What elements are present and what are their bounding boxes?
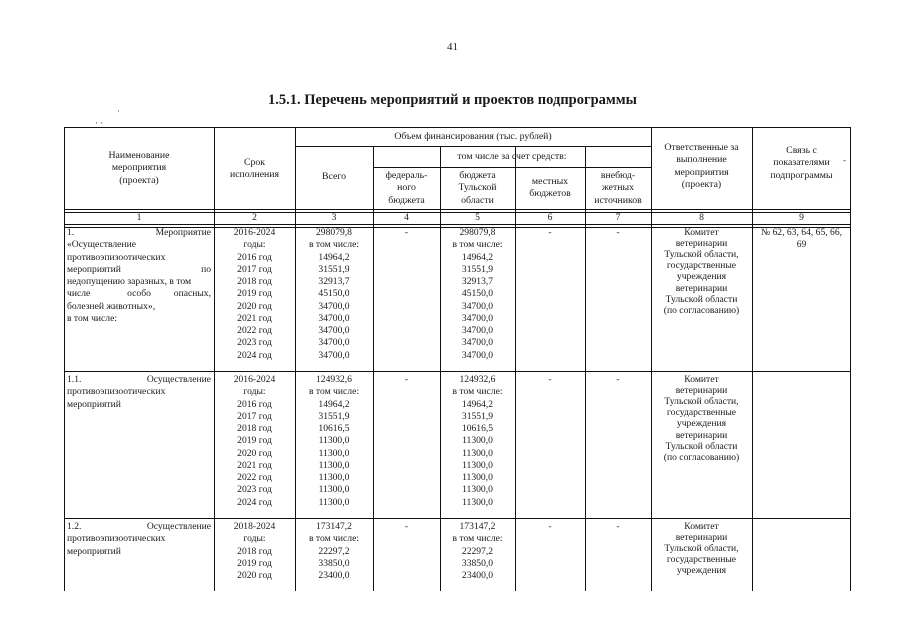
row-local: - (548, 521, 552, 532)
row-term: годы: (243, 533, 266, 545)
column-number: 9 (799, 212, 804, 223)
row-responsible: учреждения (676, 418, 727, 430)
row-responsible: государственные (666, 554, 737, 566)
scan-speck: · (117, 106, 120, 116)
row-regional: в том числе: (452, 533, 503, 545)
row-federal: - (404, 521, 409, 532)
column-number: 7 (615, 212, 621, 223)
row-term: 2020 год (237, 300, 272, 312)
column-number: 8 (699, 212, 704, 223)
row-term: годы: (243, 239, 266, 251)
row-term: 2017 год (237, 410, 272, 422)
row-name: 1.2. (67, 521, 82, 532)
row-responsible: Комитет (684, 227, 719, 238)
row-regional: в том числе: (452, 386, 503, 398)
row-responsible: государственные (666, 407, 737, 419)
row-local: - (548, 374, 552, 385)
header-federal: ного (397, 182, 416, 194)
row-total: 11300,0 (318, 496, 350, 508)
row-term: 2022 год (237, 472, 272, 483)
row-total: 173147,2 (316, 521, 352, 532)
row-term: 2024 год (237, 349, 272, 361)
header-including: том числе за счет средств: (457, 151, 567, 162)
header-total: Всего (321, 171, 347, 182)
row-border (64, 518, 851, 519)
header-rule (295, 146, 651, 147)
row-total: 23400,0 (318, 570, 350, 581)
row-term: 2018-2024 (233, 521, 276, 532)
row-name: Осуществление (146, 521, 211, 532)
row-name: 1. (67, 227, 75, 238)
row-regional: 34700,0 (461, 312, 494, 324)
row-regional: 34700,0 (461, 300, 494, 312)
row-regional: 11300,0 (462, 435, 493, 447)
header-name: (проекта) (119, 174, 159, 186)
row-regional: 14964,2 (461, 398, 494, 410)
row-border (64, 371, 851, 372)
header-term: Срок (243, 157, 266, 168)
header-extrabudget: жетных (602, 182, 634, 194)
row-responsible: Тульской области, (664, 543, 739, 555)
row-name: противоэпизоотических (67, 386, 166, 398)
row-term: 2016 год (237, 398, 272, 410)
row-total: 34700,0 (318, 349, 350, 361)
header-link: подпрограммы (770, 169, 833, 181)
row-total: в том числе: (308, 386, 359, 398)
row-regional: 22297,2 (461, 545, 494, 557)
column-number: 3 (331, 212, 337, 223)
scan-speck: · · (95, 118, 104, 128)
row-total: 14964,2 (318, 251, 350, 263)
column-border (850, 127, 851, 591)
row-term: годы: (243, 386, 266, 398)
row-term: 2018 год (237, 545, 272, 557)
row-regional: 31551,9 (461, 410, 494, 422)
row-responsible: (по согласованию) (663, 451, 740, 463)
row-total: 31551,9 (318, 263, 350, 275)
header-rule (64, 224, 851, 225)
header-name: мероприятия (111, 162, 167, 174)
row-name: противоэпизоотических (67, 251, 166, 263)
row-regional: 23400,0 (461, 570, 494, 581)
row-term: 2017 год (237, 263, 272, 275)
row-term: 2023 год (237, 337, 272, 349)
row-term: 2021 год (237, 459, 272, 471)
row-regional: 34700,0 (461, 337, 494, 349)
row-responsible: (по согласованию) (663, 304, 740, 316)
row-name: мероприятий (67, 263, 121, 275)
header-responsible: Ответственные за (664, 142, 739, 153)
header-link: Связь с (786, 145, 817, 156)
row-regional: 11300,0 (462, 496, 493, 508)
row-term: 2023 год (237, 484, 272, 496)
row-extrabudget: - (616, 521, 620, 532)
row-regional: 11300,0 (462, 459, 493, 471)
row-total: 11300,0 (318, 447, 350, 459)
row-total: 14964,2 (318, 398, 350, 410)
row-name: в том числе: (67, 312, 118, 324)
row-regional: 173147,2 (459, 521, 496, 532)
row-responsible: учреждения (676, 271, 727, 283)
row-total: 124932,6 (316, 374, 352, 385)
row-name: болезней животных», (67, 300, 156, 312)
row-term: 2022 год (237, 325, 272, 336)
header-regional: бюджета (459, 170, 496, 181)
row-term: 2018 год (237, 276, 272, 287)
row-total: 11300,0 (318, 459, 350, 471)
row-name: особо (127, 288, 151, 300)
row-responsible: ветеринарии (675, 532, 728, 544)
row-extrabudget: - (616, 227, 620, 238)
row-regional: 32913,7 (461, 276, 494, 287)
row-responsible: Тульской области (665, 440, 738, 452)
row-total: 34700,0 (318, 312, 350, 324)
row-term: 2016-2024 (233, 374, 276, 385)
row-regional: 10616,5 (461, 423, 494, 434)
row-regional: 31551,9 (461, 263, 494, 275)
row-term: 2016 год (237, 251, 272, 263)
header-regional: Тульской (458, 182, 497, 194)
row-name: мероприятий (67, 398, 121, 410)
row-total: 22297,2 (318, 545, 350, 557)
row-responsible: ветеринарии (675, 238, 728, 250)
header-federal: бюджета (388, 194, 425, 206)
header-name: Наименование (108, 150, 170, 161)
row-indicators: № 62, 63, 64, 65, 66, (760, 227, 843, 238)
row-total: 34700,0 (318, 300, 350, 312)
row-responsible: Тульской области, (664, 249, 739, 261)
column-number: 5 (475, 212, 480, 223)
row-extrabudget: - (616, 374, 620, 385)
row-responsible: Комитет (684, 521, 719, 532)
row-federal: - (404, 227, 409, 238)
row-name: 1.1. (67, 374, 82, 385)
row-name: числе (67, 288, 91, 300)
row-local: - (548, 227, 552, 238)
row-term: 2016-2024 (233, 227, 276, 238)
column-number: 2 (252, 212, 257, 223)
row-responsible: учреждения (676, 565, 727, 577)
row-regional: 34700,0 (461, 325, 494, 336)
row-regional: 11300,0 (462, 484, 493, 496)
column-border (752, 127, 753, 591)
row-total: 34700,0 (318, 337, 350, 349)
row-name: Мероприятие (155, 227, 211, 238)
header-rule (373, 167, 651, 168)
header-extrabudget: внебюд- (600, 170, 636, 181)
row-federal: - (404, 374, 409, 385)
row-term: 2024 год (237, 496, 272, 508)
row-term: 2020 год (237, 447, 272, 459)
header-federal: федераль- (385, 170, 428, 181)
row-total: в том числе: (308, 533, 359, 545)
row-total: 11300,0 (318, 435, 350, 447)
row-regional: в том числе: (452, 239, 503, 251)
row-indicators: 69 (796, 239, 807, 251)
row-total: 33850,0 (318, 557, 350, 569)
row-total: 32913,7 (318, 276, 350, 287)
row-responsible: Тульской области, (664, 396, 739, 408)
row-name: недопущению заразных, в том (67, 276, 192, 287)
row-total: 11300,0 (318, 472, 350, 483)
header-financing: Объем финансирования (тыс. рублей) (394, 131, 552, 142)
header-regional: области (461, 194, 494, 206)
row-name: по (201, 263, 211, 275)
column-number: 6 (547, 212, 553, 223)
row-name: мероприятий (67, 545, 121, 557)
row-responsible: ветеринарии (675, 282, 728, 294)
row-total: 298079,8 (316, 227, 352, 238)
row-regional: 33850,0 (461, 557, 494, 569)
row-total: 34700,0 (318, 325, 350, 336)
row-regional: 124932,6 (459, 374, 496, 385)
row-term: 2018 год (237, 423, 272, 434)
row-regional: 45150,0 (461, 288, 494, 300)
row-total: в том числе: (308, 239, 359, 251)
row-term: 2019 год (237, 435, 272, 447)
row-total: 45150,0 (318, 288, 350, 300)
row-responsible: ветеринарии (675, 429, 728, 441)
row-regional: 11300,0 (462, 447, 493, 459)
row-responsible: Тульской области (665, 293, 738, 305)
header-responsible: мероприятия (674, 166, 729, 178)
header-local: бюджетов (529, 188, 571, 200)
header-responsible: выполнение (676, 154, 727, 166)
row-responsible: государственные (666, 260, 737, 272)
column-number: 1 (136, 212, 142, 223)
row-term: 2021 год (237, 312, 272, 324)
header-rule (64, 209, 851, 210)
header-local: местных (531, 176, 569, 187)
row-term: 2020 год (237, 570, 272, 581)
row-total: 31551,9 (318, 410, 350, 422)
row-term: 2019 год (237, 288, 272, 300)
page-title: 1.5.1. Перечень мероприятий и проектов подпрограммы (268, 92, 637, 108)
row-regional: 14964,2 (461, 251, 494, 263)
row-responsible: ветеринарии (675, 385, 728, 397)
row-total: 10616,5 (318, 423, 350, 434)
row-name: «Осуществление (67, 239, 136, 251)
header-link: показателями (773, 157, 830, 169)
row-regional: 298079,8 (459, 227, 496, 238)
row-name: опасных, (173, 288, 211, 300)
row-total: 11300,0 (318, 484, 350, 496)
header-term: исполнения (229, 169, 280, 181)
column-number: 4 (404, 212, 409, 223)
row-term: 2019 год (237, 557, 272, 569)
row-name: противоэпизоотических (67, 533, 166, 545)
row-regional: 34700,0 (461, 349, 494, 361)
row-responsible: Комитет (684, 374, 719, 385)
row-name: Осуществление (146, 374, 211, 385)
header-extrabudget: источников (594, 194, 642, 206)
row-regional: 11300,0 (462, 472, 493, 483)
scan-speck: - (843, 155, 846, 165)
page-number: 41 (447, 41, 458, 53)
header-responsible: (проекта) (681, 178, 722, 190)
